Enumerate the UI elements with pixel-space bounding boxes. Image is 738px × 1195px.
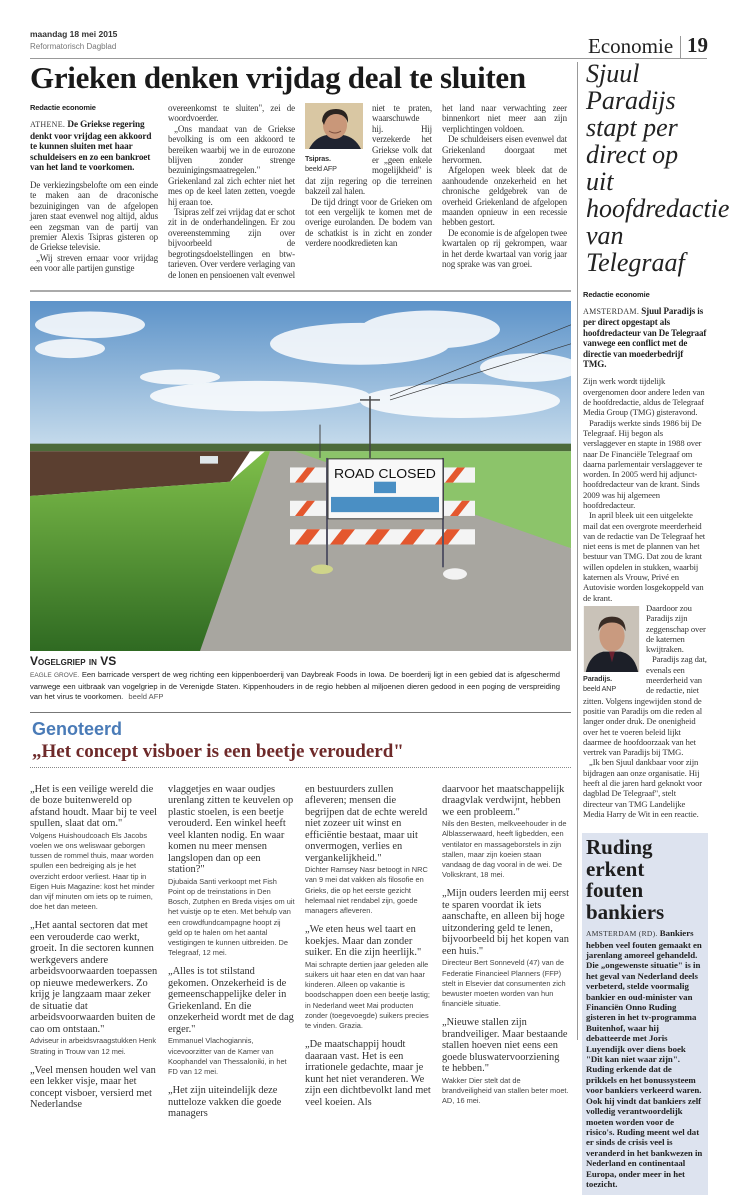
quote-source: Mai schrapte dertien jaar geleden alle suikers uit haar eten en dat van haar kinderen. Alleen op vakantie is boodschappen doen een beetje lastig; in Nederland weet Mai producten zonder (toegevoegde) suikers precies te vinden. Grazia. (305, 959, 430, 1030)
main-headline: Grieken denken vrijdag deal te sluiten (30, 60, 526, 95)
byline: Redactie economie (30, 103, 96, 112)
quote: „Het zijn uiteindelijk deze nutteloze vakken die goede managers (168, 1085, 282, 1120)
genoteerd-label: Genoteerd (32, 718, 123, 739)
genoteerd-column-1 (30, 784, 158, 1111)
quote: „Alles is tot stilstand gekomen. Onzekerheid is de gemeenschappelijke deler in Griekenland. En die onzekerheid wordt met de dag erger." (168, 966, 294, 1035)
quote-source: Volgens Huishoudcoach Els Jacobs voelen we ons weliswaar geborgen tussen de rommel thuis, maar worden spullen een bedreiging als je het overzicht erdoor verliest. Haar tip in Eigen Huis Magazine: kost het minder dan vijf minuten om iets op te ruimen, doe het dan meteen. (30, 830, 155, 912)
article-lead (583, 306, 707, 369)
genoteerd-column-2 (168, 784, 295, 1120)
paragraph: De schuldeisers eisen evenwel dat Griekenland doorgaat met hervormen. (442, 134, 567, 166)
paragraph: De tijd dringt voor de Grieken om tot een vergelijk te komen met de overige eurolanden. De bodem van de schatkist is in zicht en zonder verdere noodkredieten kan (305, 196, 432, 249)
paragraph: niet te praten, waarschuwde hij. Hij verzekerde het Griekse volk dat er „geen enkele mogelijkheid" is dat zijn regering op die terreinen bakzeil zal halen. (305, 103, 432, 197)
tsipras-photo (305, 103, 363, 149)
road-closed-photo (30, 301, 571, 651)
caption-text: Een barricade verspert de weg richting een kippenboerderij van Daybreak Foods in Iowa. De boerderij ligt in een gebied dat is afgeschermd vanwege een uitbraak van vogelgriep in de Verenigde Staten. Kippenhouders in de regio hebben al miljoenen dieren gedood in een poging de verspreiding van het virus te voorkomen. (30, 669, 560, 702)
paragraph: Paradijs zag dat, evenals een meerderheid van de redactie, niet zitten. Volgens ingewijden stond de positie van Paradijs om die reden al langer onder druk. De onenigheid over het te voeren beleid lijkt daarmee de hoofdoorzaak van het vertrek van Paradijs bij TMG. (583, 654, 707, 758)
tsipras-photo-block (305, 103, 365, 174)
quote-source: Nils den Besten, melkveehouder in de Alblasserwaard, heeft ligbedden, een ventilator en massageborstels in zijn stallen, maar zijn koeien staan vandaag de dag vooral in de wei. De Volkskrant, 18 mei. (442, 819, 567, 880)
photo-caption-title: Vogelgriep in VS (30, 653, 117, 668)
quote-source: Adviseur in arbeidsvraagstukken Henk Strating in Trouw van 12 mei. (30, 1036, 157, 1056)
photo-caption (30, 670, 560, 703)
quote: „Veel mensen houden wel van een lekker visje, maar het concept visboer, versierd met Nederlandse (30, 1064, 156, 1111)
caption-credit: beeld AFP (128, 692, 164, 702)
article-column-3 (305, 103, 432, 249)
paragraph: De verkiezingsbelofte om een einde te maken aan de draconische bezuinigingen van de afgelopen jaren staat evenwel nog altijd, aldus een zegsman van de partij van premier Alexis Tsipras gisteren op de Griekse televisie. (30, 179, 158, 253)
paragraph: „Wij streven ernaar voor vrijdag een voor alle partijen gunstige (30, 252, 158, 274)
paradijs-photo (583, 606, 640, 672)
quote: vlaggetjes en waar oudjes urenlang zitten te keuvelen op plastic stoelen, is een beetje verouderd. Een winkel heeft veel klanten nodig. En waar komen nu meer mensen langslopen dan op een station?" (168, 783, 294, 876)
issue-date: maandag 18 mei 2015 (30, 29, 118, 39)
paragraph: In april bleek uit een uitgelekte mail dat een overgrote meerderheid van de redactie van De Telegraaf het niet eens is met de plannen van het bestuur van TMG. Dat zou de krant willen opdelen in stukken, waarbij katernen als Vrouw, Privé en Autovisie worden losgekoppeld van de krant. (583, 510, 706, 603)
quote: daarvoor het maatschappelijk draagvlak verdwijnt, hebben we een probleem." (442, 783, 565, 818)
side-headline: Sjuul Paradijs stapt per direct op uit hoofdredactie van Telegraaf (586, 59, 730, 277)
section-rule (30, 712, 571, 713)
paragraph: Daardoor zou Paradijs zijn zeggenschap over de katernen kwijtraken. (646, 602, 706, 655)
paradijs-photo-block (583, 606, 640, 693)
section-name: Economie (588, 34, 674, 58)
genoteerd-column-4 (442, 784, 569, 1115)
paragraph: Tsipras zelf zei vrijdag dat er schot zit in de onderhandelingen. Er zou overeenstemming zijn over bijvoorbeeld de begrotingsdoelstellingen en btw-tarieven. Over verdere verlaging van de lonen en pensioenen valt evenwel (168, 207, 295, 280)
photo-caption: Paradijs. beeld ANP (583, 674, 617, 693)
dateline: AMSTERDAM. (583, 307, 640, 316)
article-column-4 (442, 103, 567, 270)
left-content (30, 103, 571, 1120)
quote: „Mijn ouders leerden mij eerst te sparen voordat ik iets aanschafte, en alleen bij hoge uitzondering geld te lenen, bijvoorbeeld bij het kopen van een huis." (442, 888, 569, 957)
paragraph: De economie is de afgelopen twee kwartalen op rij gekrompen, waar in het derde kwartaal van vorig jaar nog sprake was van groei. (442, 227, 567, 270)
quote: „We eten heus wel taart en koekjes. Maar dan zonder suiker. En die zijn heerlijk." (305, 924, 422, 959)
paragraph: Afgelopen week bleek dat de aanhoudende onzekerheid en het chronische geldgebrek van de overheid Griekenland de afgelopen maanden opnieuw in een recessie hebben gestort. (442, 165, 567, 228)
quote-source: Wakker Dier stelt dat de brandveiligheid van stallen beter moet. AD, 16 mei. (442, 1075, 569, 1106)
box-body (586, 928, 704, 1189)
lead-text: De Griekse regering denkt voor vrijdag een akkoord te kunnen sluiten met haar schuldeisers en zo een bankroet van het land te voorkomen. (30, 119, 152, 173)
lead-text: Sjuul Paradijs is per direct opgestapt als hoofdredacteur van De Telegraaf vanwege een conflict met de directie van moederbedrijf TMG. (583, 306, 707, 370)
article-lead (30, 119, 158, 173)
main-article (30, 103, 571, 280)
genoteerd-column-3 (305, 784, 432, 1108)
quote-source: Emmanuel Vlachogiannis, vicevoorzitter van de Kamer van Koophandel van Thessaloniki, in het FD van 12 mei. (168, 1036, 287, 1076)
column-divider (577, 62, 578, 1040)
quote: „De maatschappij houdt daaraan vast. Het is een irrationele gedachte, maar je kunt het niet veranderen. We zijn een dichtbevolkt land met veel koeien. Als (305, 1039, 431, 1108)
quote-source: Directeur Bert Sonneveld (47) van de Federatie Financieel Planners (FFP) stelt in Elsevier dat consumenten zich bewuster moeten worden van hun financiële situatie. (442, 958, 566, 1009)
genoteerd-title: „Het concept visboer is een beetje verouderd" (32, 740, 404, 762)
caption-dateline: EAGLE GROVE. (30, 671, 80, 679)
paragraph: Paradijs werkte sinds 1986 bij De Telegraaf. Hij begon als verslaggever en stapte in 1988 over naar De Financiële Telegraaf om daarna parlementair verslaggever te worden. In 2005 werd hij adjunct-hoofdredacteur van de krant. Sinds 2009 was hij algemeen hoofdredacteur. (583, 417, 703, 510)
sign-text: ROAD CLOSED (334, 466, 436, 481)
dotted-divider (30, 767, 571, 768)
paragraph: het land naar verwachting zeer binnenkort niet meer aan zijn verplichtingen voldoen. (442, 103, 567, 134)
box-headline: Ruding erkent fouten bankiers (586, 835, 665, 924)
dateline: AMSTERDAM (RD). (586, 929, 658, 939)
dateline: ATHENE. (30, 120, 66, 129)
quote: „Het is een veilige wereld die de boze buitenwereld op afstand houdt. Maar bij te veel spullen, slaat dat om." (30, 783, 157, 830)
section-divider (680, 36, 681, 58)
section-rule (30, 290, 571, 292)
quote-source: Djubaida Santi verkoopt met Fish Point op de treinstations in Den Bosch, Zutphen en Breda visjes om uit het vuistje op te eten. Met behulp van een crowdfundcampagne hoopt zij geld op te halen om het aantal vestigingen te kunnen uitbreiden. De Telegraaf, 12 mei. (168, 876, 295, 958)
paragraph: Zijn werk wordt tijdelijk overgenomen door andere leden van de hoofdredactie, aldus de Telegraaf Media Group (TMG) gisteravond. (583, 376, 705, 418)
paragraph: „Ik ben Sjuul dankbaar voor zijn bijdragen aan onze organisatie. Hij heeft al die jaren hard geknokt voor dagblad De Telegraaf", stelt directeur van TMG Landelijke Media Harry de Wit in een reactie. (583, 757, 703, 819)
ruding-news-box (582, 833, 708, 1195)
quote: en bestuurders zullen afleveren; mensen die begrijpen dat de echte wereld niet zozeer uit winst en efficiëntie bestaat, maar uit onvermogen, verlies en vergankelijkheid." (305, 783, 428, 864)
article-column-2 (168, 103, 295, 280)
byline: Redactie economie (583, 290, 650, 299)
genoteerd-columns (30, 784, 571, 1120)
photo-caption: Tsipras. beeld AFP (305, 154, 337, 173)
quote-source: Dichter Ramsey Nasr betoogt in NRC van 9 mei dat vakken als filosofie en Grieks, die op het eerste gezicht helemaal niet rendabel zijn, goede managers afleveren. (305, 865, 428, 915)
quote: „Het aantal sectoren dat met een verouderde cao werkt, groeit. In die sectoren kunnen werkgevers andere arbeidsvoorwaarden toepassen op nieuwe medewerkers. Zo krijg je langzaam maar zeker de situatie dat arbeidsvoorwaarden buiten de cao om ontstaan." (30, 920, 158, 1035)
page-number: 19 (687, 33, 708, 57)
side-article (583, 290, 707, 819)
right-content (583, 59, 730, 1195)
quote: „Nieuwe stallen zijn brandveiliger. Maar bestaande stallen hoeven niet eens een goede bluswatervoorziening te hebben." (442, 1017, 568, 1075)
article-column-1 (30, 103, 158, 274)
paragraph: „Ons mandaat van de Griekse bevolking is om een akkoord te bereiken waarbij we in de eurozone blijven zonder strenge bezuinigingsmaatregelen." Griekenland zal zich echter niet het mes op de keel laten zetten, voegde hij eraan toe. (168, 123, 295, 207)
box-text: Bankiers hebben veel fouten gemaakt en jarenlang amoreel gehandeld. Die „ongewenste situatie" is in het geval van Nederland deels verbeterd, stelde voormalig bankier en oud-minister van Financiën Onno Ruding gisteren in het tv-programma Buitenhof, waar hij debatteerde met Joris Luyendijk over diens boek "Dit kan niet waar zijn". Ruding erkende dat de prikkels en het bonussysteem voor bankiers verkeerd waren. Ook hij vindt dat bankiers zelf volledig verantwoordelijk moeten worden voor de risico's. Ruding meent wel dat er sinds de crisis veel is veranderd in het bankwezen in Nederland en continentaal Europa, onder meer in het toezicht. (586, 928, 703, 1189)
newspaper-name: Reformatorisch Dagblad (30, 42, 117, 51)
paragraph: overeenkomst te sluiten", zei de woordvoerder. (168, 103, 295, 124)
